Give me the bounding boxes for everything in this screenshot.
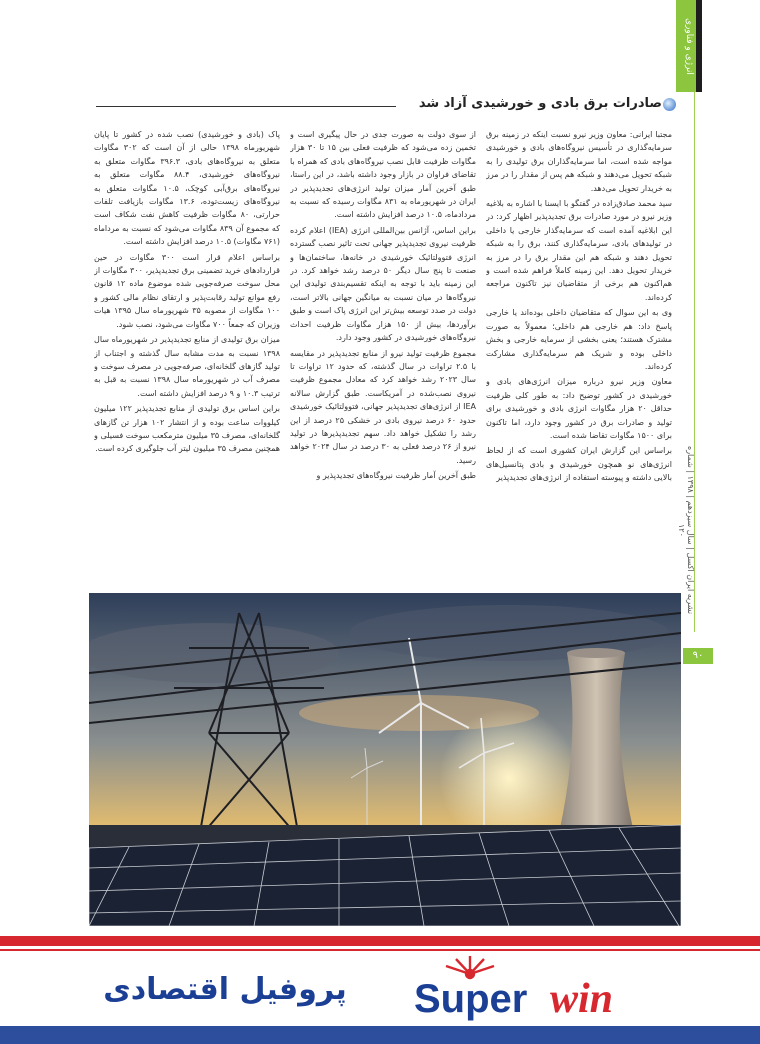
column-left — [94, 128, 280, 583]
cloud — [89, 623, 339, 683]
paragraph: سید محمد صادق‌زاده در گفتگو با ایسنا با اشاره به بلاغیه وزیر نیرو در مورد صادرات برق تجدیدپذیر اظهار کرد: در این ابلاغیه آمده است که سرمایه‌گذار خارجی یا داخلی در تولیدهای بادی، سرمایه‌گذاری کنند، برق را به شبکه تحویل دهند و شبکه هم این مقدار برق را در مرز به خریدار تحویل دهد. این زمینه کاملاً فراهم شده است و هم‌اکنون هم برخی از متقاضیان نیز تاکنون مراجعه کرده‌اند. — [486, 199, 672, 302]
superwin-logo[interactable] — [410, 952, 660, 1024]
paragraph: مجموع ظرفیت تولید نیرو از منابع تجدیدپذیر در مقایسه با ۲.۵ تراوات در سال گذشته، که حدود ۱۲ تراوات تا سال ۲۰۲۳ رشد خواهد کرد که معادل مجموع ظرفیت نیروی نصب‌شده در آمریکاست. طبق گزارش سالانه IEA از انرژی‌های تجدیدپذیر جهانی، فتوولتائیک خورشیدی حدود ۶۰ درصد نیروی بادی در خشکی ۲۵ درصد از این رشد را تشکیل خواهد داد. سهم تجدیدپذیرها در تولید نیرو از ۲۶ درصد فعلی به ۳۰ درصد در سال ۲۰۲۴ خواهد رسید. — [290, 348, 476, 465]
ad-title: پروفیل اقتصادی — [103, 972, 347, 1007]
logo-sunburst-icon — [446, 956, 494, 978]
article-headline: صادرات برق بادی و خورشیدی آزاد شد — [418, 96, 662, 111]
logo-brand-left: Super — [414, 977, 528, 1021]
paragraph: طبق آخرین آمار ظرفیت نیروگاه‌های تجدیدپذیر و — [316, 471, 476, 481]
ad-footer-bar — [0, 1026, 760, 1044]
paragraph: براساس اعلام قرار است ۳۰۰ مگاوات در حین قراردادهای خرید تضمینی برق تجدیدپذیر، ۳۰۰ مگاوات از محل سوخت صرفه‌جویی شده موضوع ماده ۱۲ قانون رفع موانع تولید رقابت‌پذیر و ارتقای نظام مالی کشور و ۱۰۰ مگاوات از مصوبه ۳۵ شهریورماه سال ۱۳۹۵ هیات وزیران که جمعاً ۷۰۰ مگاوات می‌شود، نصب شود. — [94, 252, 280, 329]
column-middle — [290, 128, 476, 583]
section-tab[interactable] — [676, 0, 702, 92]
logo-brand-right: win — [550, 976, 614, 1022]
energy-landscape-illustration — [89, 593, 681, 926]
issue-meta: نشریه ایران اکسل | سال سیزدهم | ۱۳۹۸ | شماره ۱۲۰ — [677, 445, 695, 615]
title-rule — [96, 106, 396, 107]
page-number: ۹۰ — [683, 648, 713, 664]
paragraph: پاک (بادی و خورشیدی) نصب شده در کشور تا پایان شهریورماه ۱۳۹۸ حالی از آن است که ۳۰۲ مگاوات متعلق به نیروگاه‌های بادی، ۳۹۶.۳ مگاوات متعلق به نیروگاه‌های خورشیدی، ۸۸.۴ مگاوات متعلق به نیروگاه‌های برق‌آبی کوچک، ۱۰.۵ مگاوات متعلق به نیروگاه‌های زیست‌توده، ۱۳.۶ مگاوات بازیافت تلفات حرارتی، ۸۰ مگاوات ظرفیت کاهش نفت شکاف است که مجموع آن ۸۳۹ مگاوات می‌شود که نسبت به مرداماه (۷۶۱ مگاوات) ۱۰.۵ درصد افزایش داشته است. — [94, 130, 280, 247]
column-right — [486, 128, 672, 583]
paragraph: میزان برق تولیدی از منابع تجدیدپذیر در شهریورماه سال ۱۳۹۸ نسبت به مدت مشابه سال گذشته و اجتناب از تولید گازهای گلخانه‌ای، صرفه‌جویی در مصرف سوخت و مصرف آب در شهریورماه سال ۱۳۹۸ نسبت به قبل به ترتیب ۱۰.۳ و ۹ درصد افزایش داشته است. — [94, 335, 280, 398]
paragraph: براین اساس برق تولیدی از منابع تجدیدپذیر ۱۲۲ میلیون کیلووات ساعت بوده و از انتشار ۱۰۲ هزار تن گازهای گلخانه‌ای، مصرف ۳۵ میلیون مترمکعب سوخت فسیلی و همچنین مصرف ۳۵ میلیون لیتر آب جلوگیری کرده است. — [94, 404, 280, 454]
paragraph: از سوی دولت به صورت جدی در حال پیگیری است و تخمین زده می‌شود که ظرفیت فعلی بین ۱۵ تا ۳۰ هزار مگاوات ظرفیت قابل نصب نیروگاه‌های بادی که همراه با تقاضای فراوان در بازار وجود داشته باشد، در این راستا، طبق آخرین آمار میزان تولید انرژی‌های تجدیدپذیر در ایران در شهریورماه به ۸۳۱ مگاوات رسیده که نسبت به مردادماه، ۱۰.۵ درصد افزایش داشته است. — [290, 130, 476, 220]
headline-bullet-icon — [663, 98, 676, 111]
paragraph: براساس این گزارش ایران کشوری است که از لحاظ انرژی‌های نو همچون خورشیدی و بادی پتانسیل‌های بالایی داشته و پیوسته استفاده از انرژی‌های تجدیدپذیر — [486, 446, 672, 483]
paragraph: وی به این سوال که متقاضیان داخلی بوده‌اند یا خارجی پاسخ داد: هم خارجی هم داخلی؛ معمولاً به صورت مشترک هستند؛ یعنی بخشی از سرمایه خارجی و بخش داخلی بوده و شریک هم سرمایه‌گذاری مشارکت کرده‌اند. — [486, 308, 672, 371]
section-tab-label: انرژی و فناوری — [684, 17, 694, 75]
article-photo — [89, 593, 681, 926]
paragraph: مجتبا ایرانی: معاون وزیر نیرو نسبت اینکه در زمینه برق سرمایه‌گذاری در تأسیس نیروگاه‌های بادی و خورشیدی مواجه شده است، اما سرمایه‌گذاران برق تولیدی را به شبکه تحویل می‌دهند و شبکه هم پس از مقدار را در مرز به خریدار تحویل می‌دهد. — [486, 130, 672, 193]
ad-stripe-red — [0, 936, 760, 946]
paragraph: معاون وزیر نیرو درباره میزان انرژی‌های بادی و خورشیدی در کشور توضیح داد: به طور کلی ظرفیت حداقل ۲۰ هزار مگاوات انرژی بادی و خورشیدی برای تولید و صادرات برق در کشور وجود دارد، اما تاکنون برای ۱۵۰۰ مگاوات تقاضا شده است. — [486, 377, 672, 440]
paragraph: براین اساس، آژانس بین‌المللی انرژی (IEA) اعلام کرده ظرفیت نیروی تجدیدپذیر جهانی تحت تاثیر نصب گسترده انرژی فتوولتائیک خورشیدی در خانه‌ها، ساختمان‌ها و صنعت تا پنج سال دیگر ۵۰ درصد رشد خواهد کرد. در این زمینه باید با توجه به اینکه تقسیم‌بندی تولیدی این نیروگاه‌ها در میان نسبت به میانگین جهانی بالاتر است، دولت در صدد توسعه بیش‌تر این انرژی پاک است و طبق برآوردها، بیش از ۱۵۰ هزار مگاوات ظرفیت احداث نیروگاه‌های خورشیدی در کشور وجود دارد. — [290, 225, 476, 343]
cooling-tower-top — [567, 648, 625, 658]
